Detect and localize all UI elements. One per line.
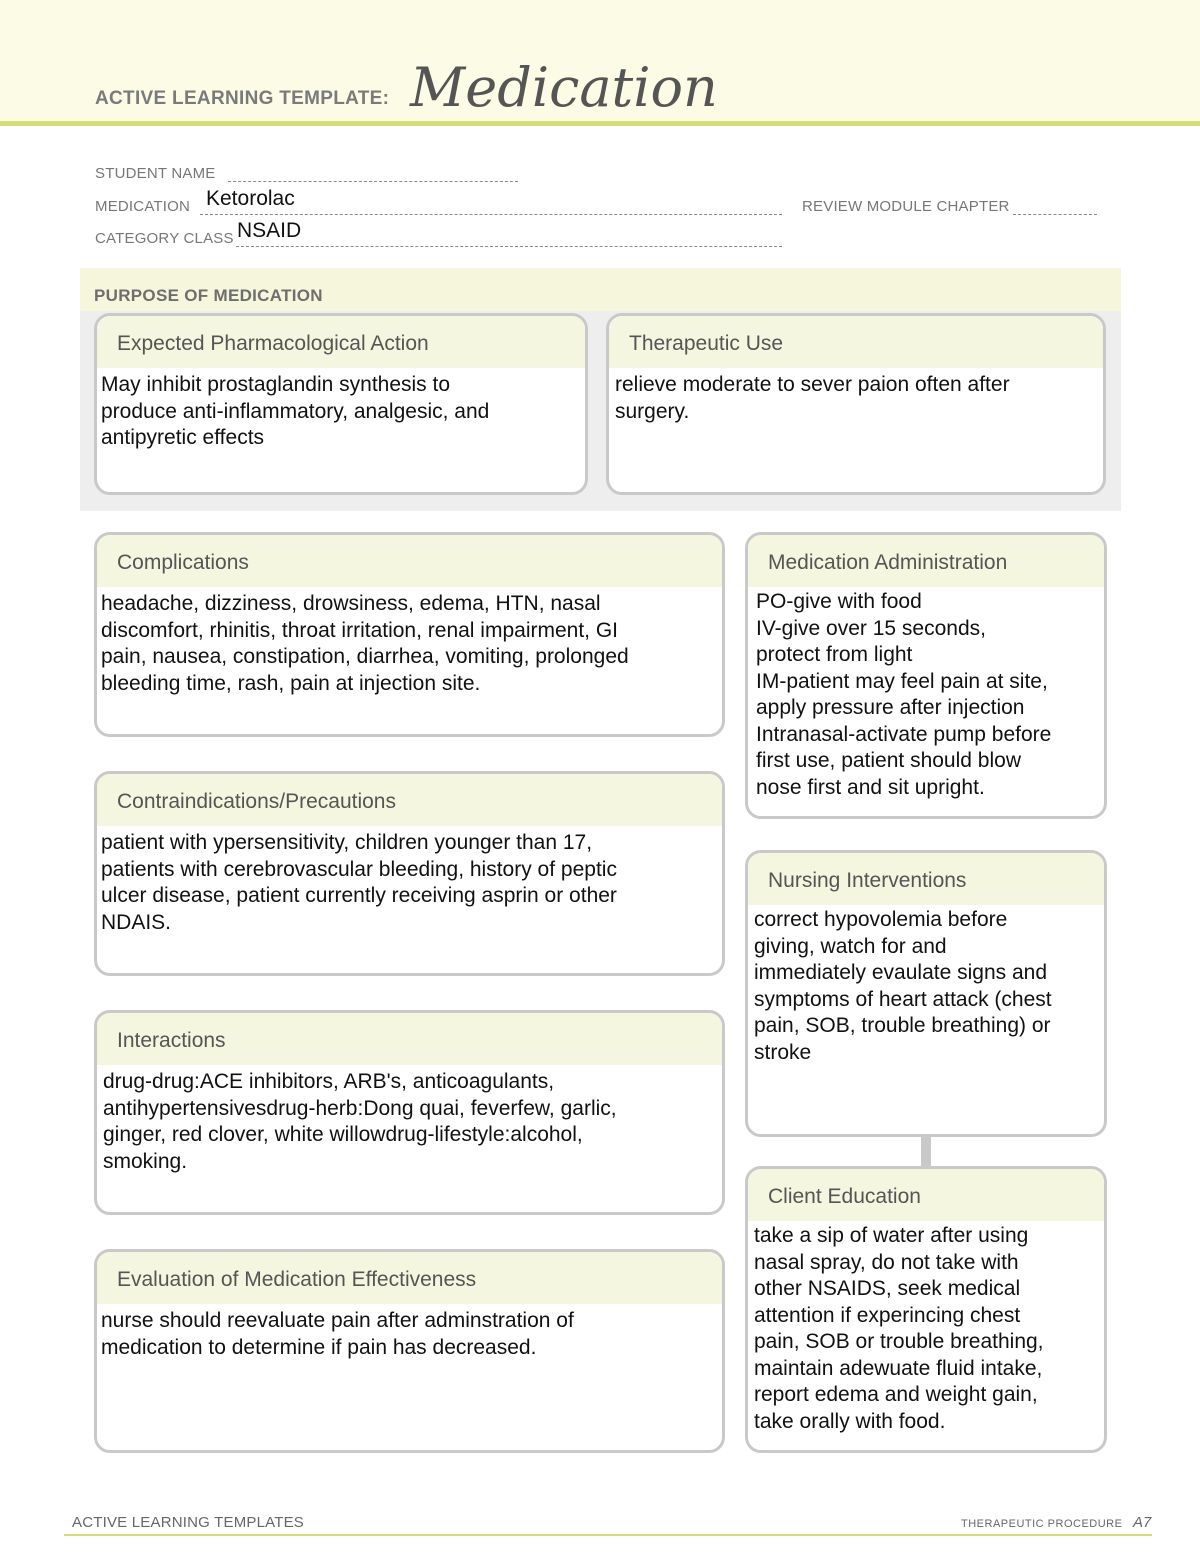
nursing-interventions-body[interactable] (748, 905, 1104, 1066)
body-line: other NSAIDS, seek medical (754, 1277, 1021, 1300)
body-line: pain, nausea, constipation, diarrhea, vomiting, prolonged (101, 645, 629, 668)
body-line: NDAIS. (101, 910, 172, 934)
body-line: ulcer disease, patient currently receiving asprin or other (101, 884, 617, 907)
review-module-label: REVIEW MODULE CHAPTER (802, 198, 1010, 215)
evaluation-title: Evaluation of Medication Effectiveness (97, 1252, 722, 1304)
body-line: attention if experincing chest (754, 1303, 1021, 1327)
therapeutic-use-box (606, 313, 1106, 495)
administration-box (745, 532, 1107, 819)
template-label: ACTIVE LEARNING TEMPLATE: (95, 88, 390, 109)
body-line: smoking. (103, 1149, 188, 1173)
body-line: IV-give over 15 seconds, (756, 616, 986, 640)
expected-action-box (94, 313, 588, 495)
purpose-label: PURPOSE OF MEDICATION (94, 286, 323, 305)
body-line: patient with ypersensitivity, children younger than 17, (101, 831, 593, 854)
body-line: symptoms of heart attack (chest (754, 987, 1052, 1011)
interactions-box (94, 1010, 725, 1215)
body-line: medication to determine if pain has decreased. (101, 1335, 537, 1359)
category-class-line[interactable] (236, 246, 782, 247)
body-line: relieve moderate to sever paion often after (615, 373, 1010, 396)
body-line: Intranasal-activate pump before (756, 722, 1052, 746)
connector-bar (921, 1136, 931, 1166)
administration-title: Medication Administration (748, 535, 1104, 587)
client-education-box (745, 1166, 1107, 1453)
body-line: nose first and sit upright. (756, 775, 985, 799)
complications-body[interactable] (97, 587, 722, 697)
medication-label: MEDICATION (95, 198, 191, 215)
body-line: ginger, red clover, white willowdrug-lifestyle:alcohol, (103, 1123, 583, 1146)
body-line: take a sip of water after using (754, 1224, 1029, 1247)
evaluation-box (94, 1249, 725, 1453)
nursing-interventions-box (745, 850, 1107, 1137)
body-line: patients with cerebrovascular bleeding, history of peptic (101, 857, 617, 881)
body-line: May inhibit prostaglandin synthesis to (101, 373, 451, 396)
contraindications-box (94, 771, 725, 976)
contraindications-body[interactable] (97, 826, 722, 936)
body-line: antipyretic effects (101, 426, 265, 449)
contraindications-title: Contraindications/Precautions (97, 774, 722, 826)
expected-action-body[interactable] (97, 368, 585, 452)
body-line: produce anti-inflammatory, analgesic, and (101, 399, 490, 423)
complications-box (94, 532, 725, 737)
body-line: nurse should reevaluate pain after adminstration of (101, 1309, 574, 1332)
client-education-body[interactable] (748, 1221, 1104, 1435)
administration-body[interactable] (748, 587, 1104, 801)
footer-rule (64, 1534, 1152, 1536)
body-line: report edema and weight gain, (754, 1383, 1038, 1406)
therapeutic-use-body[interactable] (609, 368, 1103, 425)
interactions-body[interactable] (97, 1065, 722, 1175)
therapeutic-use-title: Therapeutic Use (609, 316, 1103, 368)
body-line: immediately evaulate signs and (754, 961, 1047, 984)
footer-left: ACTIVE LEARNING TEMPLATES (72, 1514, 304, 1531)
body-line: discomfort, rhinitis, throat irritation, renal impairment, GI (101, 618, 619, 642)
footer-right: THERAPEUTIC PROCEDURE (961, 1518, 1123, 1530)
student-name-line[interactable] (228, 181, 518, 182)
body-line: nasal spray, do not take with (754, 1250, 1019, 1274)
body-line: protect from light (756, 643, 913, 666)
body-line: pain, SOB or trouble breathing, (754, 1330, 1044, 1353)
evaluation-body[interactable] (97, 1304, 722, 1361)
medication-value[interactable]: Ketorolac (206, 187, 295, 210)
body-line: take orally with food. (754, 1409, 946, 1433)
body-line: bleeding time, rash, pain at injection site. (101, 671, 481, 695)
body-line: apply pressure after injection (756, 696, 1025, 719)
body-line: surgery. (615, 399, 690, 423)
interactions-title: Interactions (97, 1013, 722, 1065)
body-line: stroke (754, 1040, 812, 1064)
header-rule (0, 121, 1200, 126)
body-line: maintain adewuate fluid intake, (754, 1356, 1043, 1380)
complications-title: Complications (97, 535, 722, 587)
body-line: headache, dizziness, drowsiness, edema, HTN, nasal (101, 592, 601, 615)
review-module-line[interactable] (1013, 214, 1097, 215)
category-class-label: CATEGORY CLASS (95, 230, 234, 247)
body-line: pain, SOB, trouble breathing) or (754, 1014, 1051, 1037)
category-class-value[interactable]: NSAID (237, 219, 302, 242)
body-line: giving, watch for and (754, 934, 947, 958)
body-line: drug-drug:ACE inhibitors, ARB's, anticoagulants, (103, 1070, 555, 1093)
student-name-label: STUDENT NAME (95, 165, 216, 182)
body-line: correct hypovolemia before (754, 908, 1008, 931)
expected-action-title: Expected Pharmacological Action (97, 316, 585, 368)
body-line: antihypertensivesdrug-herb:Dong quai, feverfew, garlic, (103, 1096, 617, 1120)
nursing-interventions-title: Nursing Interventions (748, 853, 1104, 905)
template-title: Medication (410, 56, 718, 119)
client-education-title: Client Education (748, 1169, 1104, 1221)
body-line: IM-patient may feel pain at site, (756, 669, 1048, 693)
footer-page-number: A7 (1133, 1514, 1152, 1531)
medication-line[interactable] (200, 214, 782, 215)
body-line: PO-give with food (756, 590, 922, 613)
body-line: first use, patient should blow (756, 749, 1021, 772)
